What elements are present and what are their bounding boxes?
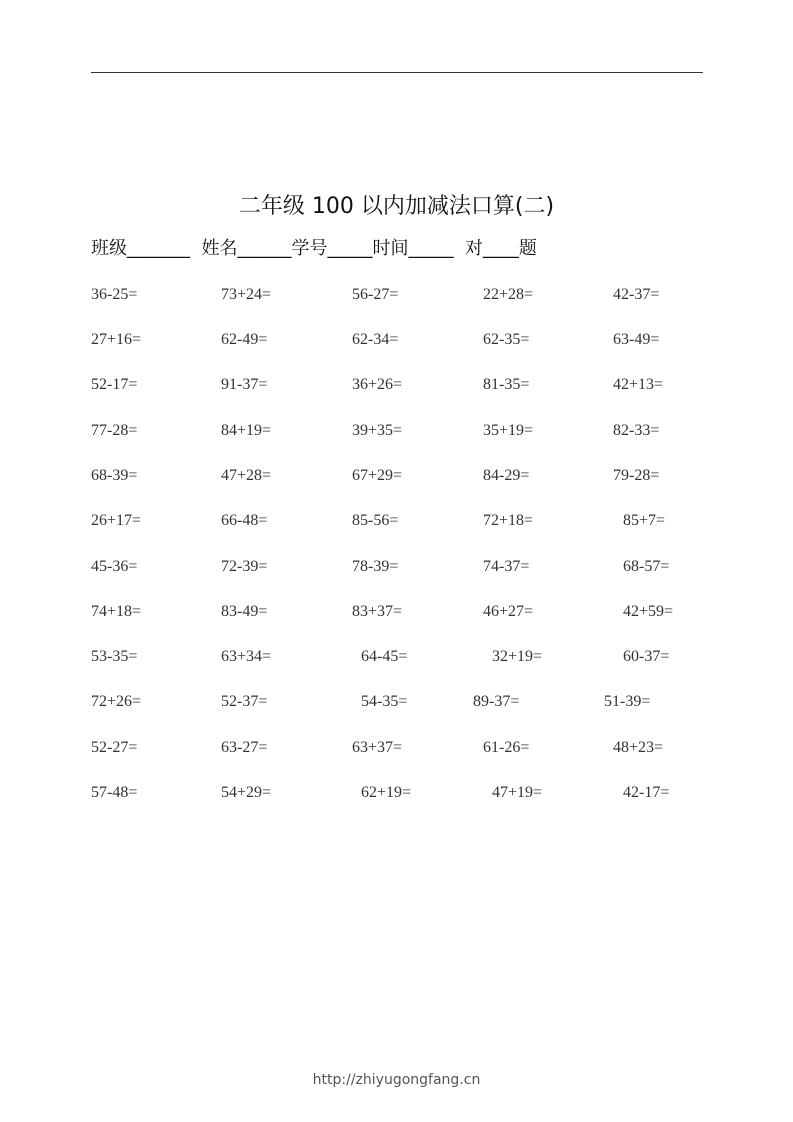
problem-item: 72-39=	[221, 558, 268, 575]
problem-item: 83+37=	[352, 603, 403, 620]
problem-item: 36+26=	[352, 376, 403, 393]
problem-item: 68-39=	[91, 467, 138, 484]
problem-item: 67+29=	[352, 467, 403, 484]
problem-item: 54+29=	[221, 784, 272, 801]
problem-item: 47+19=	[492, 784, 543, 801]
problem-item: 63+34=	[221, 648, 272, 665]
problem-item: 63-49=	[613, 331, 660, 348]
problem-item: 42-37=	[613, 286, 660, 303]
problem-item: 51-39=	[604, 693, 651, 710]
problem-item: 52-17=	[91, 376, 138, 393]
problem-item: 56-27=	[352, 286, 399, 303]
problem-item: 36-25=	[91, 286, 138, 303]
problem-item: 46+27=	[483, 603, 534, 620]
problem-item: 62-35=	[483, 331, 530, 348]
problem-item: 54-35=	[361, 693, 408, 710]
problem-item: 53-35=	[91, 648, 138, 665]
problem-item: 81-35=	[483, 376, 530, 393]
problem-item: 85-56=	[352, 512, 399, 529]
problem-item: 72+26=	[91, 693, 142, 710]
student-info-line: 班级_______ 姓名______学号_____时间_____ 对____题	[91, 238, 537, 259]
problem-item: 91-37=	[221, 376, 268, 393]
worksheet-title: 二年级 100 以内加减法口算(二)	[238, 194, 555, 219]
problem-item: 62-34=	[352, 331, 399, 348]
problem-item: 27+16=	[91, 331, 142, 348]
problem-item: 63-27=	[221, 739, 268, 756]
problem-item: 42+13=	[613, 376, 664, 393]
problem-item: 77-28=	[91, 422, 138, 439]
problem-item: 57-48=	[91, 784, 138, 801]
problem-item: 39+35=	[352, 422, 403, 439]
problem-item: 52-27=	[91, 739, 138, 756]
problem-item: 62+19=	[361, 784, 412, 801]
problem-item: 42+59=	[623, 603, 674, 620]
problem-item: 89-37=	[473, 693, 520, 710]
problem-item: 68-57=	[623, 558, 670, 575]
problem-item: 78-39=	[352, 558, 399, 575]
problem-item: 48+23=	[613, 739, 664, 756]
problem-item: 84+19=	[221, 422, 272, 439]
problem-item: 74+18=	[91, 603, 142, 620]
problem-item: 64-45=	[361, 648, 408, 665]
problem-item: 61-26=	[483, 739, 530, 756]
problem-item: 45-36=	[91, 558, 138, 575]
problem-item: 79-28=	[613, 467, 660, 484]
problem-item: 35+19=	[483, 422, 534, 439]
problem-item: 73+24=	[221, 286, 272, 303]
problem-item: 82-33=	[613, 422, 660, 439]
footer-url: http://zhiyugongfang.cn	[312, 1072, 481, 1088]
problem-item: 47+28=	[221, 467, 272, 484]
problem-item: 26+17=	[91, 512, 142, 529]
problem-item: 52-37=	[221, 693, 268, 710]
problem-item: 72+18=	[483, 512, 534, 529]
problem-item: 22+28=	[483, 286, 534, 303]
problem-item: 63+37=	[352, 739, 403, 756]
problem-item: 60-37=	[623, 648, 670, 665]
problem-item: 85+7=	[623, 512, 666, 529]
problem-item: 83-49=	[221, 603, 268, 620]
problem-item: 32+19=	[492, 648, 543, 665]
problem-item: 74-37=	[483, 558, 530, 575]
problem-item: 62-49=	[221, 331, 268, 348]
problem-item: 84-29=	[483, 467, 530, 484]
problem-item: 42-17=	[623, 784, 670, 801]
problem-item: 66-48=	[221, 512, 268, 529]
